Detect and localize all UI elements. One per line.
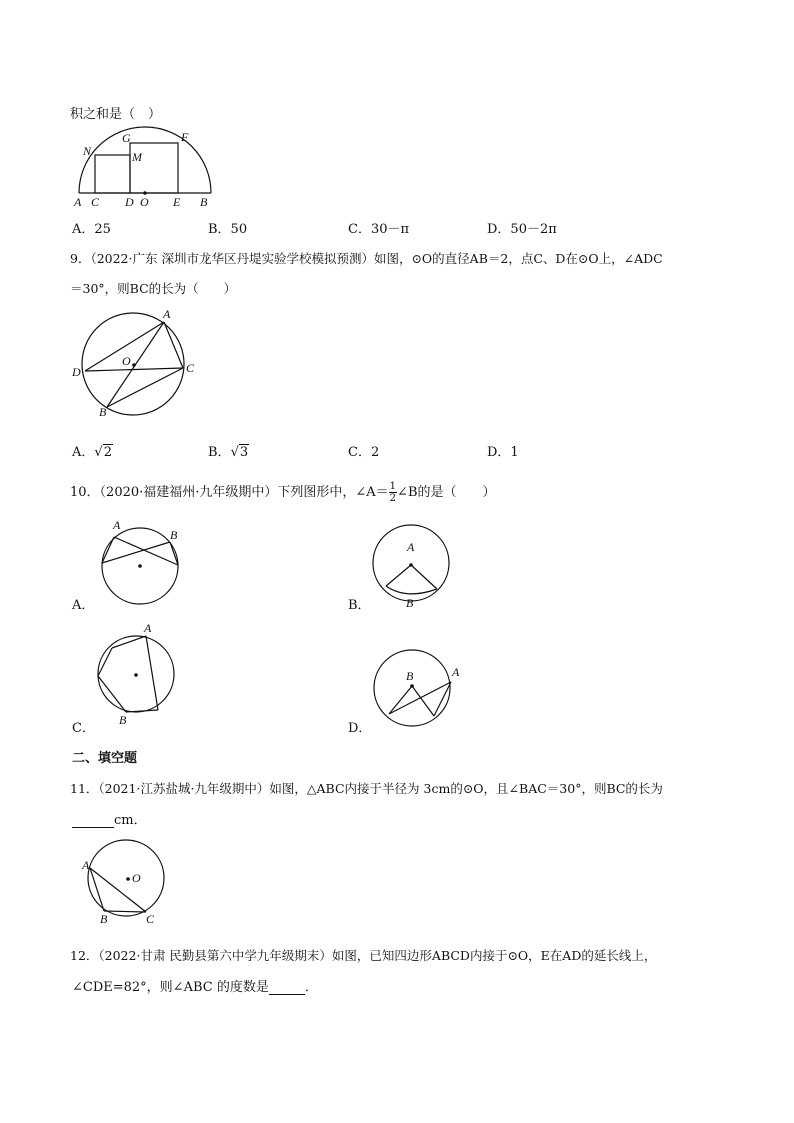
q8-choice-d: D．50－2π [487,222,557,237]
label-A: A [163,307,171,321]
label-E: E [173,195,181,209]
fraction-one-half: $\frac{1}{2}$ [389,481,397,504]
label-A: A [113,518,121,532]
q8-figure [70,128,220,210]
label-M: M [132,150,142,164]
q8-choice-a: A．25 [72,222,111,237]
q9-question-line2: ＝30°，则BC的长为（ ） [70,281,237,296]
label-B: B [406,669,414,683]
q12-question-line2: ∠CDE=82°，则∠ABC 的度数是 ． [72,980,318,995]
q8-tail-text: 积之和是（ ） [70,107,162,122]
q9-choice-d: D．1 [487,445,519,460]
q10-question: 10．（2020·福建福州·九年级期中）下列图形中，∠A＝ $\frac{1}{2}$ ∠B的是（ ） [70,481,496,504]
q10-figure-c [94,620,186,728]
q11-answer-blank[interactable] [72,814,114,828]
q8-choice-b: B．50 [208,222,248,237]
q10-option-d: D． [348,721,372,736]
q9-choice-c: C．2 [348,445,380,460]
q12-answer-blank[interactable] [269,981,305,995]
q11-question-line1: 11．（2021·江苏盐城·九年级期中）如图，△ABC内接于半径为 3cm的⊙O，且∠BAC＝30°，则BC的长为 [70,781,663,796]
label-D: D [125,195,134,209]
q12-question-line1: 12．（2022·甘肃 民勤县第六中学九年级期末）如图，已知四边形ABCD内接于⊙O，E在AD的延长线上， [70,948,657,963]
q11-figure [80,838,172,924]
q9-choice-a: A．√2 [72,445,112,460]
q11-question-line2: cm． [72,809,147,828]
q9-question-line1: 9．（2022·广东 深圳市龙华区丹堤实验学校模拟预测）如图，⊙O的直径AB＝2，点C、D在⊙O上，∠ADC [70,251,663,266]
label-B: B [170,528,178,542]
label-D: D [72,365,81,379]
label-O: O [122,354,131,368]
q10-figure-a [96,518,188,610]
q10-option-a: A． [72,598,95,613]
q10-figure-d [368,646,468,730]
label-O: O [132,871,141,885]
label-N: N [83,144,92,158]
label-A: A [74,195,82,209]
label-F: F [181,130,189,144]
label-O: O [140,195,149,209]
q10-option-b: B． [348,598,371,613]
q10-figure-b [368,518,458,610]
label-C: C [186,361,195,375]
label-G: G [122,131,131,145]
q10-option-c: C． [72,721,95,736]
label-B: B [200,195,208,209]
q9-figure [70,308,210,420]
label-A: A [452,665,460,679]
q8-choice-c: C．30－π [348,222,410,237]
label-A: A [407,540,415,554]
label-A: A [82,858,90,872]
label-C: C [91,195,100,209]
label-B: B [406,596,414,610]
section-heading-fill-in: 二、填空题 [72,751,138,766]
label-B: B [100,912,108,926]
label-C: C [146,912,155,926]
label-A: A [144,621,152,635]
label-B: B [119,713,127,727]
q9-choice-b: B．√3 [208,445,249,460]
label-B: B [99,405,107,419]
